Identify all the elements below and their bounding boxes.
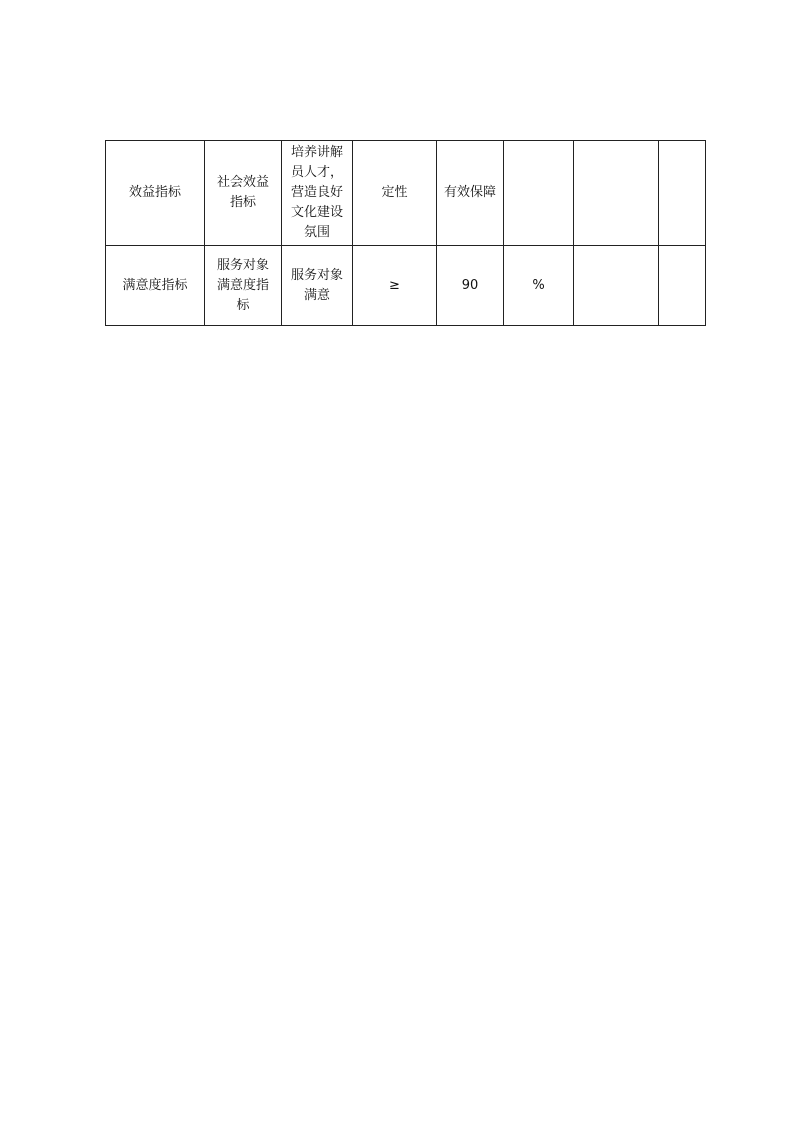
cell-text: 服务对象满意度指标 — [216, 257, 269, 313]
cell-text: 定性 — [381, 185, 408, 200]
table-cell-operator — [353, 141, 437, 246]
table-cell-target-value — [437, 141, 504, 246]
table-cell-level2-indicator — [205, 246, 282, 326]
table-cell-unit — [504, 141, 574, 246]
table-cell-empty — [574, 141, 659, 246]
cell-text: 服务对象满意 — [290, 267, 343, 303]
performance-indicator-table — [105, 140, 706, 326]
cell-text: 效益指标 — [128, 185, 181, 200]
table-cell-level2-indicator — [205, 141, 282, 246]
table-cell-level3-indicator — [282, 141, 353, 246]
cell-text: 90 — [461, 277, 479, 293]
table-cell-level1-indicator — [106, 246, 205, 326]
table-cell-target-value — [437, 246, 504, 326]
table-row — [106, 141, 706, 246]
cell-text: 有效保障 — [443, 185, 496, 200]
cell-text: 培养讲解员人才，营造良好文化建设氛围 — [290, 145, 343, 240]
table-cell-operator — [353, 246, 437, 326]
table-cell-empty — [659, 141, 706, 246]
cell-text: 满意度指标 — [122, 277, 188, 293]
table-cell-empty — [574, 246, 659, 326]
table-cell-unit — [504, 246, 574, 326]
table-cell-level1-indicator — [106, 141, 205, 246]
table-cell-level3-indicator — [282, 246, 353, 326]
cell-text: % — [532, 277, 545, 293]
table-cell-empty — [659, 246, 706, 326]
table-row — [106, 246, 706, 326]
cell-text: 社会效益指标 — [216, 175, 269, 210]
cell-text: ≥ — [389, 277, 400, 293]
